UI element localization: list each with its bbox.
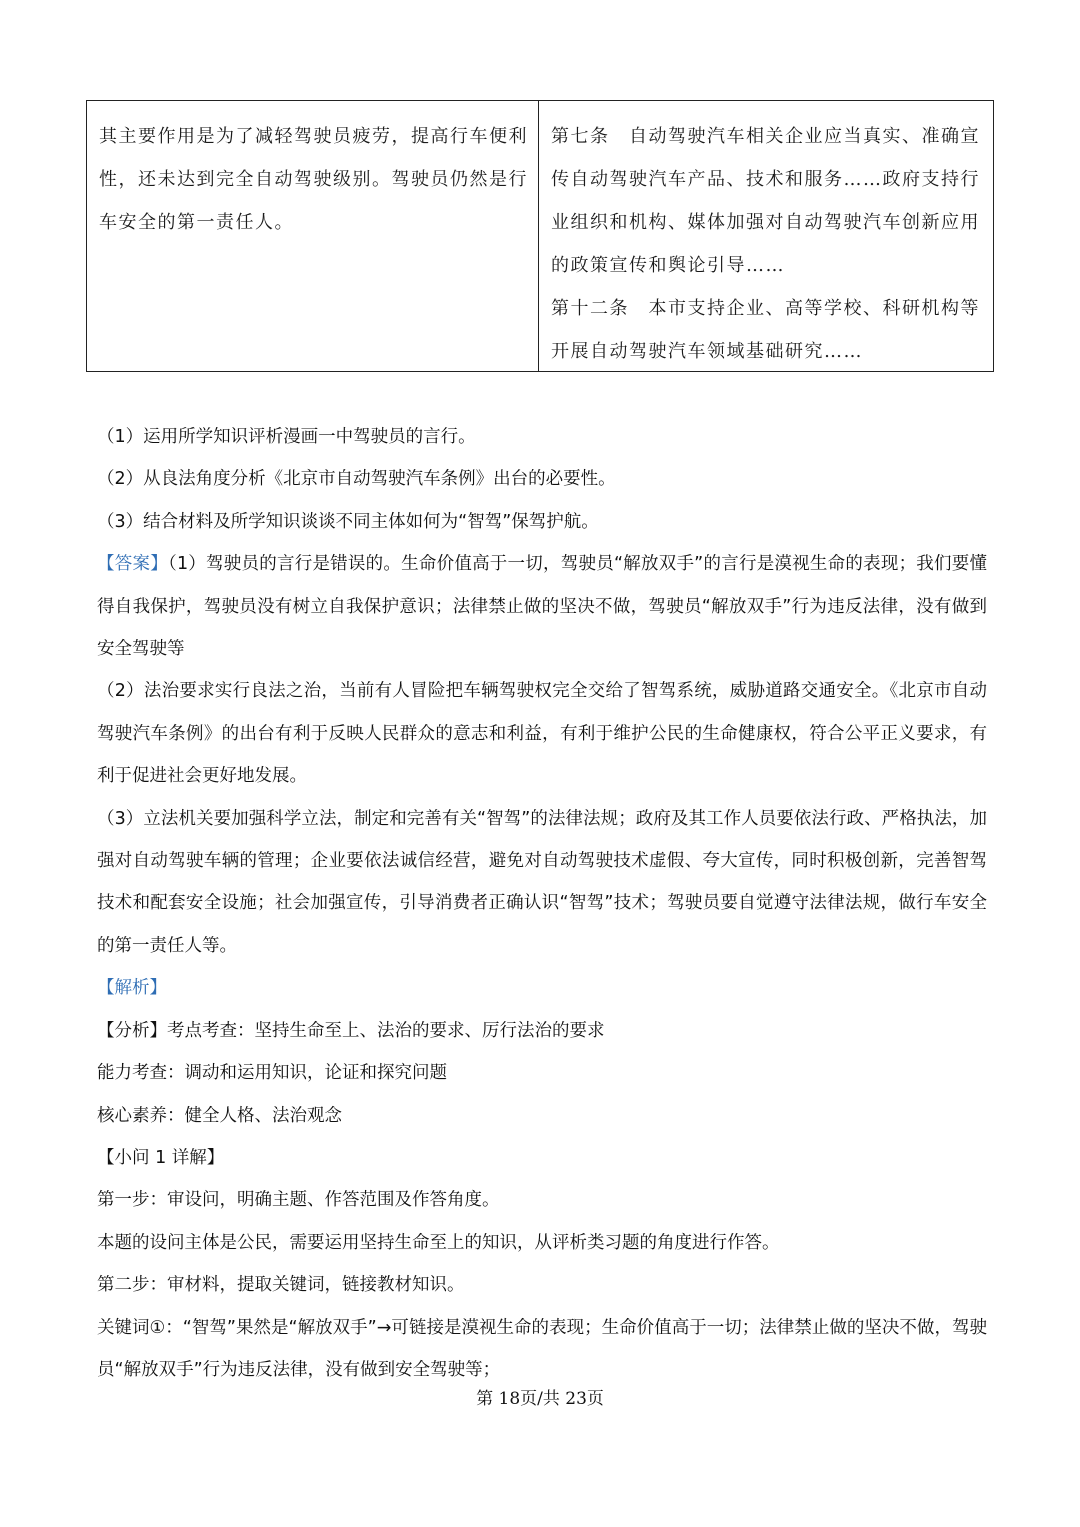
analysis-tag: 【解析】 (97, 978, 167, 999)
analysis-line: 【小问 1 详解】 (97, 1147, 225, 1168)
question-2: （2）从良法角度分析《北京市自动驾驶汽车条例》出台的必要性。 (97, 469, 616, 490)
answer-part-3: （3）立法机关要加强科学立法，制定和完善有关“智驾”的法律法规；政府及其工作人员要依法行政、严格执法，加强对自动驾驶车辆的管理；企业要依法诚信经营，避免对自动驾驶技术虚假、夸大宣传，同时积极创新，完善智驾技术和配套安全设施；社会加强宣传，引导消费者正确认识“智驾”技术；驾驶员要自觉遵守法律法规，做行车安全的第一责任人等。 (97, 808, 987, 956)
analysis-line: 核心素养：健全人格、法治观念 (97, 1105, 342, 1126)
analysis-line: 能力考查：调动和运用知识，论证和探究问题 (97, 1063, 447, 1084)
keyword-1: 关键词①：“智驾”果然是“解放双手”→可链接是漠视生命的表现；生命价值高于一切；法律禁止做的坚决不做，驾驶员“解放双手”行为违反法律，没有做到安全驾驶等； (97, 1317, 987, 1380)
analysis-line: 本题的设问主体是公民，需要运用坚持生命至上的知识，从评析类习题的角度进行作答。 (97, 1232, 780, 1253)
analysis-line: 第一步：审设问，明确主题、作答范围及作答角度。 (97, 1190, 500, 1211)
question-1: （1）运用所学知识评析漫画一中驾驶员的言行。 (97, 427, 476, 447)
article-12-text: 第十二条 本市支持企业、高等学校、科研机构等开展自动驾驶汽车领域基础研究…… (551, 298, 980, 362)
material-table-right-cell (539, 101, 993, 371)
answer-part-2: （2）法治要求实行良法之治，当前有人冒险把车辆驾驶权完全交给了智驾系统，威胁道路交通安全。《北京市自动驾驶汽车条例》的出台有利于反映人民群众的意志和利益，有利于维护公民的生命健康权，符合公平正义要求，有利于促进社会更好地发展。 (97, 681, 987, 787)
answer-part-1-text: （1）驾驶员的言行是错误的。生命价值高于一切，驾驶员“解放双手”的言行是漠视生命的表现；我们要懂得自我保护，驾驶员没有树立自我保护意识；法律禁止做的坚决不做，驾驶员“解放双手”行为违反法律，没有做到安全驾驶等 (97, 554, 988, 660)
analysis-line: 第二步：审材料，提取关键词，链接教材知识。 (97, 1275, 465, 1296)
question-and-answer-body (97, 416, 987, 1391)
article-7-text: 第七条 自动驾驶汽车相关企业应当真实、准确宣传自动驾驶汽车产品、技术和服务……政府支持行业组织和机构、媒体加强对自动驾驶汽车创新应用的政策宣传和舆论引导…… (551, 126, 980, 276)
analysis-line: 【分析】考点考查：坚持生命至上、法治的要求、厉行法治的要求 (97, 1020, 605, 1041)
material-left-text: 其主要作用是为了减轻驾驶员疲劳，提高行车便利性，还未达到完全自动驾驶级别。驾驶员仍然是行车安全的第一责任人。 (99, 126, 528, 233)
material-table (86, 100, 994, 372)
material-table-left-cell (87, 101, 539, 371)
answer-part-1 (97, 543, 987, 670)
question-3: （3）结合材料及所学知识谈谈不同主体如何为“智驾”保驾护航。 (97, 511, 599, 532)
answer-tag: 【答案】 (97, 554, 168, 575)
page-number-footer: 第 18页/共 23页 (476, 1389, 604, 1409)
